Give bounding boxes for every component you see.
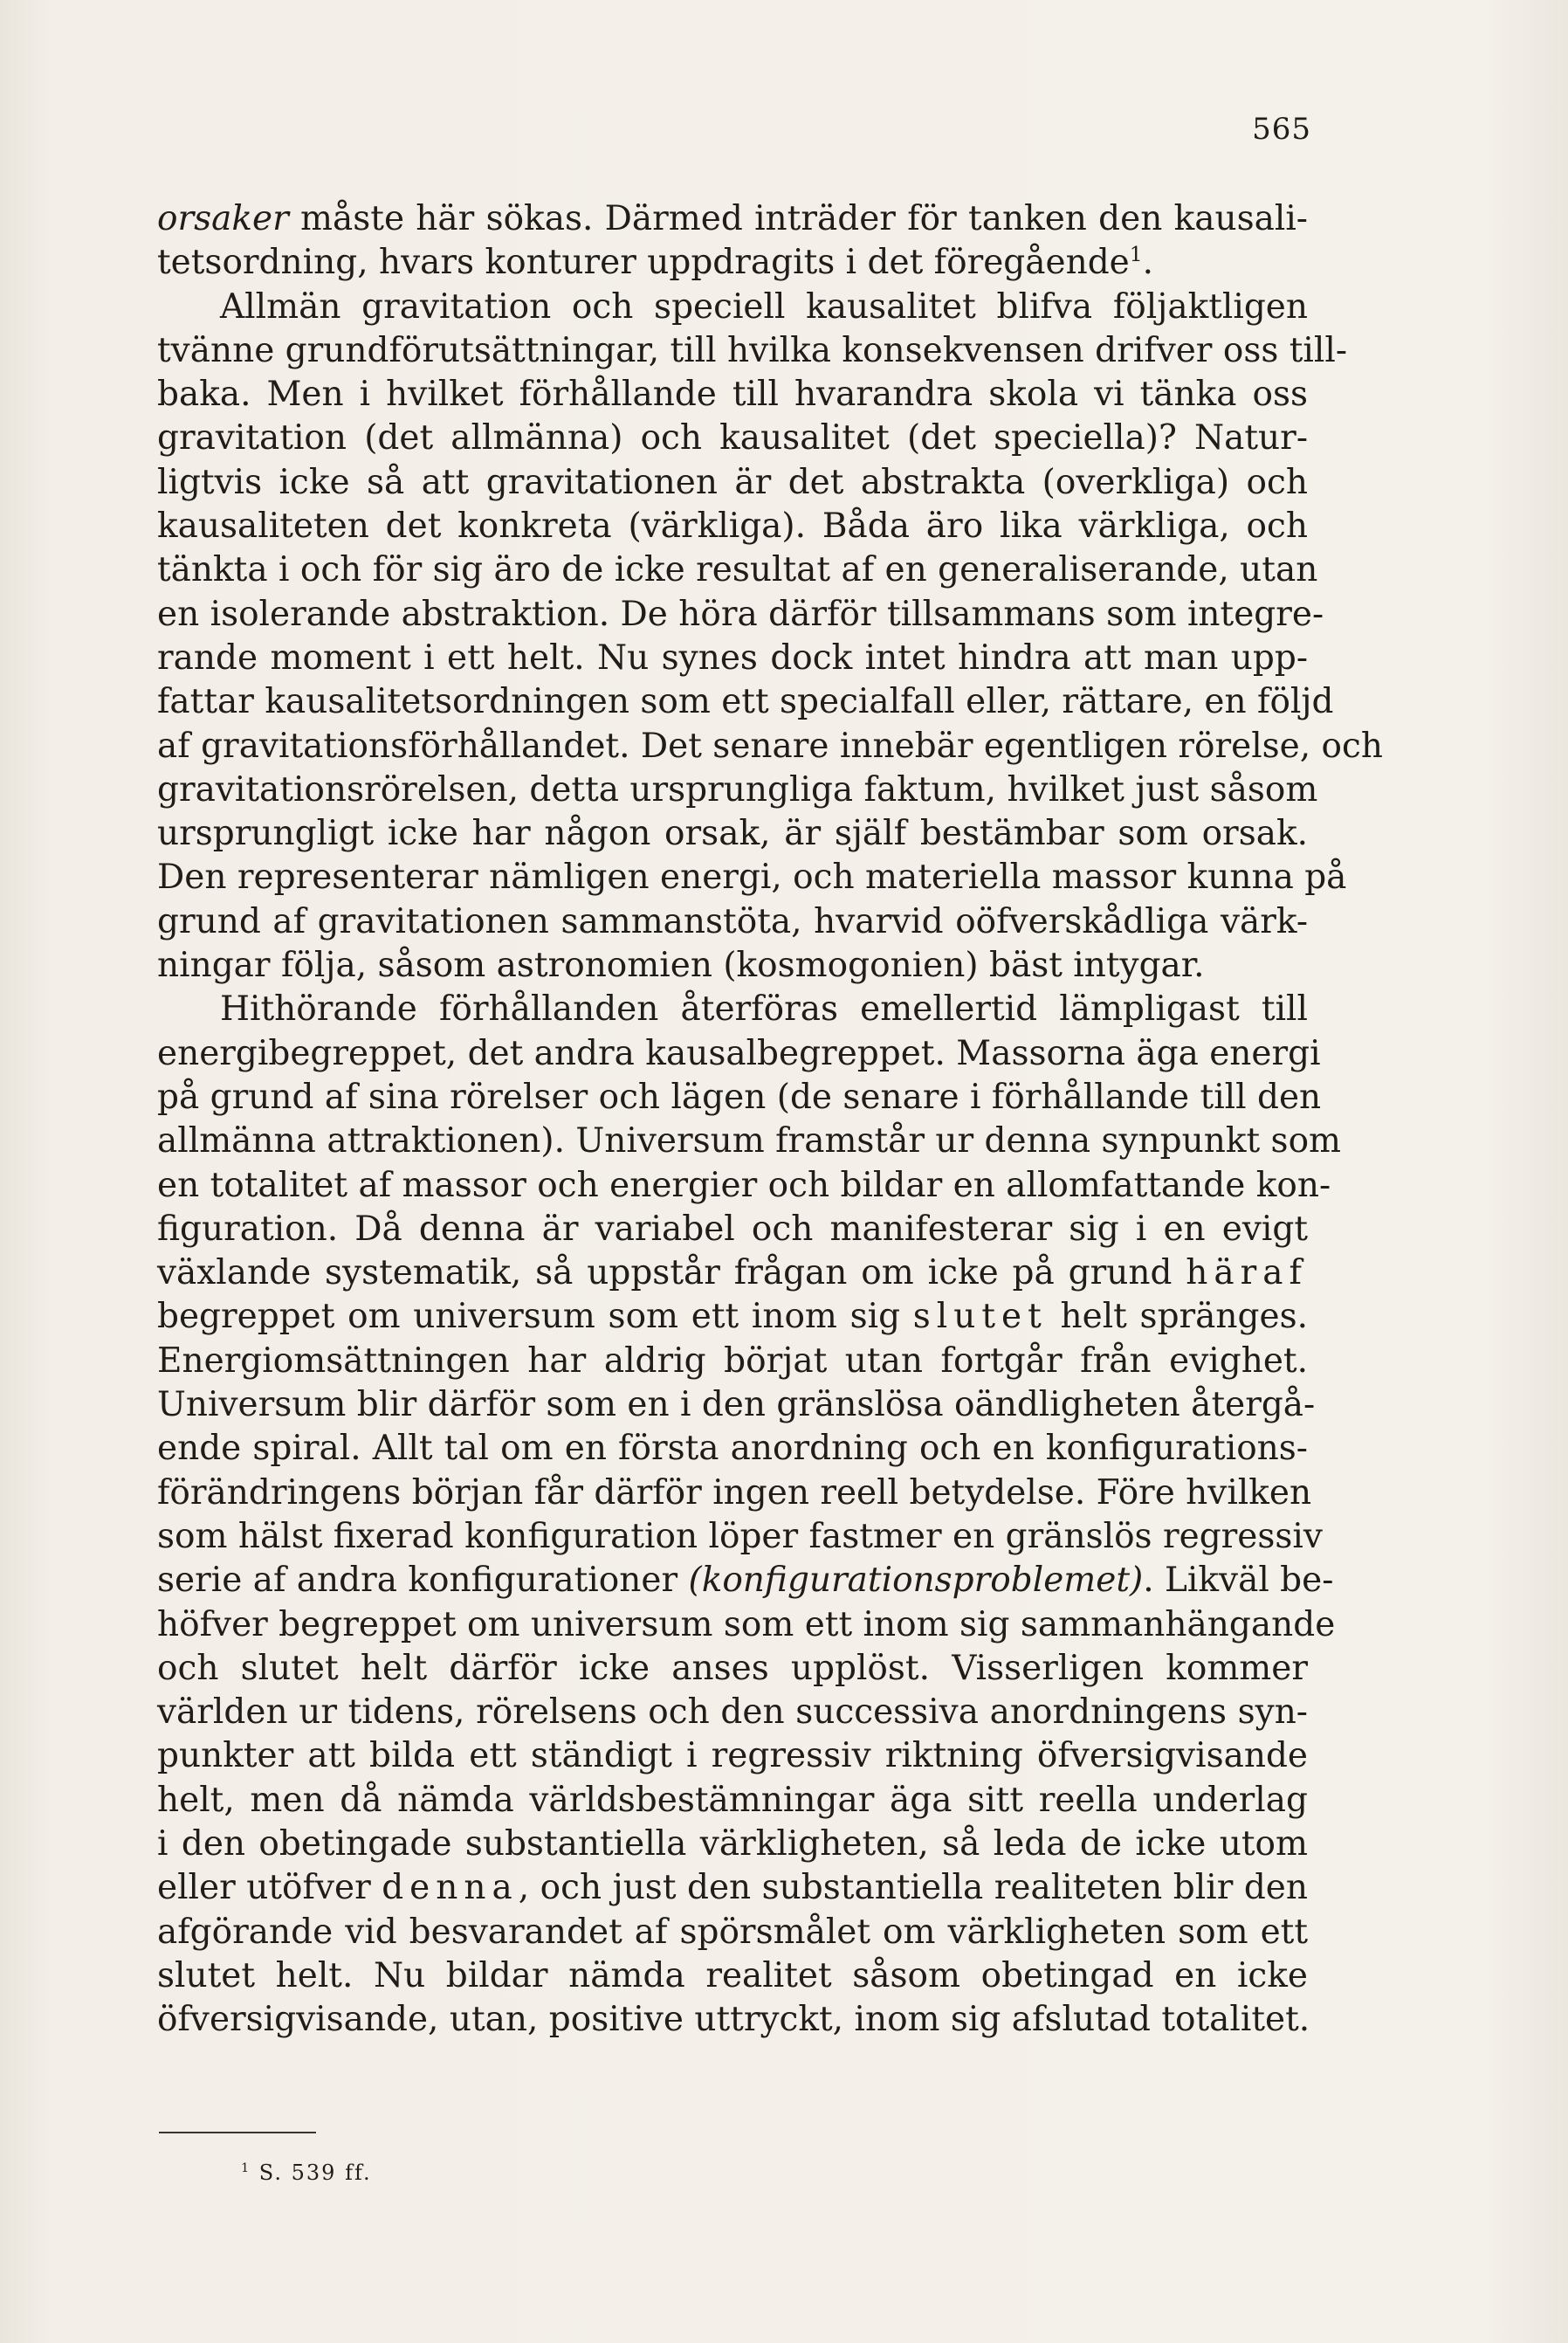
text-line [157,373,1308,417]
text-run: ningar följa, såsom astronomien (kosmogonien) bäst intygar. [157,946,1205,986]
text-run: förändringens början får därför ingen reell betydelse. Före hvilken [157,1472,1312,1513]
text-run: växlande systematik, så uppstår frågan om icke på grund [157,1253,1186,1293]
text-run: öfversigvisande, utan, positive uttryckt, inom sig afslutad totalitet. [157,2000,1310,2040]
text-line [157,1076,1322,1120]
text-run: måste här sökas. Därmed inträder för tanken den kausali- [288,199,1308,238]
text-line [157,1251,1308,1295]
text-run: helt spränges. [1047,1297,1309,1337]
text-run: Hithörande förhållanden återföras emellertid lämpligast till [220,989,1308,1030]
text-line [157,1603,1336,1647]
text-run: grund af gravitationen sammanstöta, hvarvid oöfverskådliga värk- [157,901,1308,941]
text-run: gravitationsrörelsen, detta ursprungliga faktum, hvilket just såsom [157,769,1318,810]
text-line [157,680,1334,724]
footnote [241,2160,372,2185]
emphasized-text: slutet [912,1297,1048,1337]
text-run: slutet helt. Nu bildar nämda realitet såsom obetingad en icke [157,1955,1308,1995]
text-line [157,1120,1342,1163]
text-run: världen ur tidens, rörelsens och den successiva anordningens syn- [157,1692,1308,1733]
text-run: punkter att bilda ett ständigt i regressiv riktning öfversigvisande [157,1736,1308,1776]
text-run: en isolerande abstraktion. De höra därför tillsammans som integre- [157,594,1324,634]
text-run: ursprungligt icke har någon orsak, är själf bestämbar som orsak. [157,814,1308,854]
text-line [157,1647,1308,1691]
text-line [157,944,1308,988]
text-line [157,505,1308,548]
text-line [157,856,1347,899]
text-line [157,417,1308,460]
text-run: rande moment i ett helt. Nu synes dock intet hindra att man upp- [157,637,1308,678]
text-line [157,1340,1308,1383]
text-run: tetsordning, hvars konturer uppdragits i det föregående [157,243,1130,283]
text-run: och slutet helt därför icke anses upplöst. Visserligen kommer [157,1648,1308,1688]
text-run: begreppet om universum som ett inom sig [157,1297,913,1337]
text-line [157,637,1308,680]
text-run: af gravitationsförhållandet. Det senare innebär egentligen rörelse, och [157,726,1383,766]
text-run: Universum blir därför som en i den gränslösa oändligheten återgå- [157,1385,1316,1425]
text-run: gravitation (det allmänna) och kausalitet (det speciella)? Natur- [157,418,1308,458]
text-run: kausaliteten det konkreta (värkliga). Båda äro lika värkliga, och [157,507,1308,547]
text-line [157,593,1324,637]
text-line [157,548,1318,592]
text-line [157,1998,1308,2042]
text-line [157,1954,1308,1998]
text-line [157,1164,1331,1208]
italic-text: orsaker [157,199,289,238]
text-run: tänkta i och för sig äro de icke resultat af en generaliserande, utan [157,550,1318,590]
text-run: Energiomsättningen har aldrig börjat utan fortgår från evighet. [157,1340,1308,1381]
text-line [157,1823,1308,1866]
text-line [157,1559,1334,1602]
text-run: eller utöfver [157,1868,382,1908]
text-run: allmänna attraktionen). Universum framstår ur denna synpunkt som [157,1121,1342,1161]
text-line [157,725,1383,768]
text-line [157,1911,1308,1954]
footnote-text: S. 539 ff. [258,2160,372,2185]
text-line [157,1734,1308,1778]
text-run: en totalitet af massor och energier och bildar en allomfattande kon- [157,1165,1331,1205]
text-run: . Likväl be- [1143,1561,1334,1601]
text-run: Allmän gravitation och speciell kausalitet blifva följaktligen [220,286,1308,327]
text-line [157,1032,1321,1076]
text-line [157,1208,1308,1251]
text-line [157,241,1308,285]
text-line [157,1779,1308,1823]
text-line [157,1471,1312,1515]
emphasized-text: denna [382,1868,519,1908]
text-line [157,286,1308,329]
text-run: i den obetingade substantiella värkligheten, så leda de icke utom [157,1823,1308,1864]
text-run: afgörande vid besvarandet af spörsmålet om värkligheten som ett [157,1912,1308,1952]
text-run: på grund af sina rörelser och lägen (de senare i förhållande till den [157,1077,1322,1117]
text-line [157,1866,1308,1910]
text-line [157,1515,1323,1559]
text-run: ende spiral. Allt tal om en första anordning och en konfigurations- [157,1429,1308,1469]
text-run: som hälst fixerad konfiguration löper fastmer en gränslös regressiv [157,1516,1323,1556]
text-run: fattar kausalitetsordningen som ett specialfall eller, rättare, en följd [157,682,1334,722]
text-line [157,768,1318,812]
text-run: serie af andra konfigurationer [157,1561,689,1601]
text-line [157,812,1308,856]
text-run: , och just den substantiella realiteten blir den [518,1868,1308,1908]
footnote-reference: 1 [1129,242,1143,267]
text-line [157,988,1308,1031]
body-text [157,197,1383,2042]
text-line [157,1427,1308,1471]
italic-text: (konfigurationsproblemet) [688,1561,1144,1601]
text-line [157,1383,1316,1427]
text-line [157,1295,1308,1339]
text-run: baka. Men i hvilket förhållande till hvarandra skola vi tänka oss [157,375,1308,415]
text-run: figuration. Då denna är variabel och manifesterar sig i en evigt [157,1209,1308,1249]
text-run: energibegreppet, det andra kausalbegreppet. Massorna äga energi [157,1033,1321,1073]
text-run: ligtvis icke så att gravitationen är det abstrakta (overkliga) och [157,462,1308,502]
text-line [157,900,1308,944]
text-line [157,197,1308,241]
text-line [157,461,1308,505]
text-run: helt, men då nämda världsbestämningar äga sitt reella underlag [157,1780,1308,1820]
text-line [157,1691,1308,1734]
page-number: 565 [1252,112,1311,147]
emphasized-text: häraf [1186,1253,1308,1293]
text-run: . [1142,243,1154,283]
text-run: höfver begreppet om universum som ett inom sig sammanhängande [157,1604,1336,1644]
text-run: Den representerar nämligen energi, och materiella massor kunna på [157,858,1347,898]
footnote-marker: 1 [241,2161,251,2175]
text-line [157,329,1348,373]
footnote-rule [159,2132,316,2133]
text-run: tvänne grundförutsättningar, till hvilka konsekvensen drifver oss till- [157,330,1348,370]
